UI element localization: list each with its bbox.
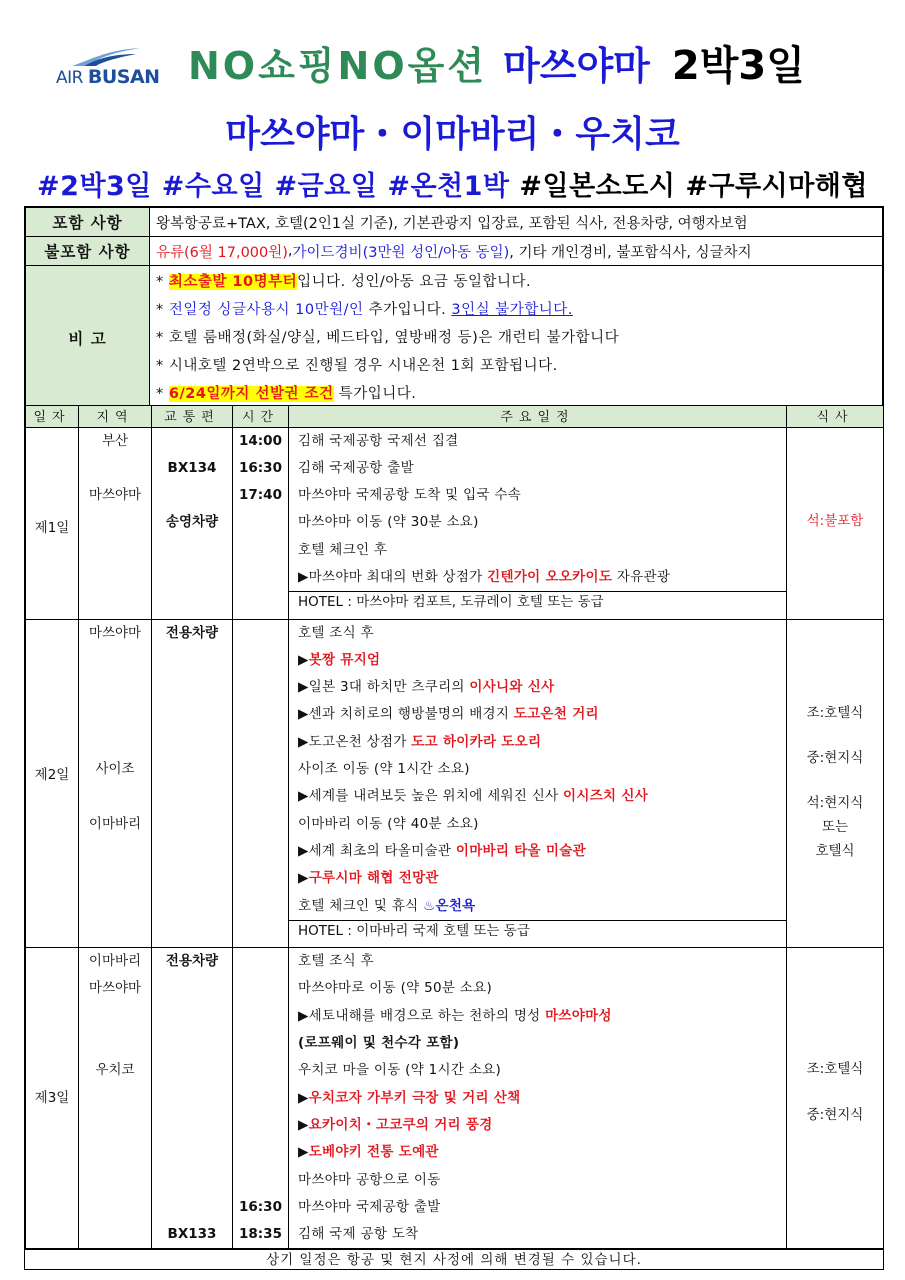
schedule-item: 마쓰야마 국제공항 도착 및 입국 수속 <box>298 487 522 504</box>
schedule-item: ▶요카이치・고코쿠의 거리 풍경 <box>298 1116 493 1133</box>
schedule-item: ▶세계를 내려보듯 높은 위치에 세워진 신사 이시즈치 신사 <box>298 788 649 805</box>
cell-line <box>152 729 232 756</box>
notes-row <box>26 266 882 410</box>
cell-line <box>233 701 288 728</box>
schedule-item: ▶우치코자 가부키 극장 및 거리 산책 <box>298 1089 521 1106</box>
transport-cell <box>152 619 233 948</box>
schedule-item: 마쓰야마 공항으로 이동 <box>298 1171 441 1188</box>
cell-line <box>152 1057 232 1084</box>
bird-logo-icon <box>70 46 142 68</box>
cell-line <box>152 537 232 564</box>
meal-item: 중:현지식 <box>806 750 864 767</box>
time-cell <box>233 948 289 1249</box>
schedule-item: 호텔 조식 후 <box>298 953 374 970</box>
cell-line <box>79 1030 151 1057</box>
schedule-item: 사이조 이동 (약 1시간 소요) <box>298 761 470 778</box>
schedule-cell <box>289 948 787 1249</box>
schedule-item: ▶세계 최초의 타올미술관 이마바리 타올 미술관 <box>298 842 586 859</box>
cell-line <box>233 1030 288 1057</box>
schedule-item: ▶마쓰야마 최대의 번화 상점가 긴텐가이 오오카이도 자유관광 <box>298 568 671 585</box>
note-item: * 전일정 싱글사용시 10만원/인 추가입니다. 3인실 불가합니다. <box>156 302 573 318</box>
schedule-item: ▶구루시마 해협 전망관 <box>298 870 439 887</box>
cell-line <box>152 482 232 509</box>
cell-line <box>233 1003 288 1030</box>
note-item: * 시내호텔 2연박으로 진행될 경우 시내온천 1회 포함됩니다. <box>156 358 558 374</box>
schedule-item: 이마바리 이동 (약 40분 소요) <box>298 815 479 832</box>
time-cell <box>233 427 289 619</box>
cell-line <box>79 783 151 810</box>
schedule-item: 우치코 마을 이동 (약 1시간 소요) <box>298 1062 502 1079</box>
meal-item: 석:현지식 <box>806 795 864 812</box>
cell-line <box>233 1139 288 1166</box>
day-row <box>26 948 884 1249</box>
cell-line <box>233 564 288 591</box>
cell-line <box>233 1057 288 1084</box>
meal-item: 석:불포함 <box>806 513 864 530</box>
region-cell <box>79 948 152 1249</box>
schedule-item: 마쓰야마로 이동 (약 50분 소요) <box>298 980 493 997</box>
cell-line: 송영차량 <box>165 514 219 531</box>
cell-line <box>79 729 151 756</box>
day-cell <box>26 948 79 1249</box>
schedule-item: ▶도고온천 상점가 도고 하이카라 도오리 <box>298 733 542 750</box>
cell-line <box>79 537 151 564</box>
cell-line: 부산 <box>101 432 129 449</box>
schedule-item: 호텔 조식 후 <box>298 624 374 641</box>
cell-line <box>79 455 151 482</box>
cell-line <box>233 674 288 701</box>
day-row <box>26 619 884 948</box>
notes-label: 비 고 <box>26 266 150 410</box>
schedule-item: 김해 국제 공항 도착 <box>298 1226 419 1243</box>
title-destination: 마쓰야마 <box>503 44 650 88</box>
meal-item: 호텔식 <box>815 843 855 860</box>
cell-line <box>152 838 232 865</box>
schedule-table <box>24 405 884 1270</box>
header-meals: 식사 <box>787 406 884 427</box>
cell-line <box>233 920 288 947</box>
cell-line <box>233 647 288 674</box>
cell-line <box>152 1030 232 1057</box>
cell-line: 이마바리 <box>88 953 142 970</box>
cell-line <box>79 591 151 618</box>
cell-line <box>152 1003 232 1030</box>
cell-line <box>79 893 151 920</box>
note-item: * 호텔 룸배정(화실/양실, 베드타입, 옆방배정 등)은 개런티 불가합니다 <box>156 330 620 346</box>
cell-line <box>79 674 151 701</box>
meals-cell <box>787 427 884 619</box>
cell-line <box>233 865 288 892</box>
day-label: 제2일 <box>34 767 70 784</box>
day-cell <box>26 427 79 619</box>
cell-line <box>152 1139 232 1166</box>
schedule-item: 호텔 체크인 및 휴식 ♨온천욕 <box>298 897 476 914</box>
cell-line <box>152 591 232 618</box>
transport-cell <box>152 427 233 619</box>
cell-line <box>152 975 232 1002</box>
schedule-item: (로프웨이 및 천수각 포함) <box>298 1035 460 1052</box>
hotel-info: HOTEL : 마쓰야마 컴포트, 도큐레이 호텔 또는 동급 <box>289 591 786 611</box>
cell-line <box>233 1112 288 1139</box>
cell-line <box>233 1085 288 1112</box>
cell-line <box>233 620 288 647</box>
schedule-item: ▶센과 치히로의 행방불명의 배경지 도고온천 거리 <box>298 706 599 723</box>
cell-line: 마쓰야마 <box>88 487 142 504</box>
cell-line: BX133 <box>167 1226 217 1243</box>
cell-line <box>152 1167 232 1194</box>
meals-cell <box>787 619 884 948</box>
cell-line: 전용차량 <box>165 953 219 970</box>
title-duration: 2박3일 <box>671 43 805 89</box>
time-cell <box>233 619 289 948</box>
header-time: 시간 <box>233 406 289 427</box>
hotel-info: HOTEL : 이마바리 국제 호텔 또는 동급 <box>289 920 786 940</box>
day-row <box>26 427 884 619</box>
cell-line <box>233 948 288 975</box>
excluded-label: 불포함 사항 <box>26 237 150 265</box>
schedule-item: ▶도베야키 전통 도예관 <box>298 1144 439 1161</box>
header-schedule: 주요일정 <box>289 406 787 427</box>
cell-line: 14:00 <box>239 432 282 449</box>
cell-line <box>152 647 232 674</box>
cell-line: 사이조 <box>95 761 135 778</box>
schedule-item: 김해 국제공항 출발 <box>298 459 414 476</box>
cell-line <box>79 1112 151 1139</box>
day-cell <box>26 619 79 948</box>
schedule-cell <box>289 427 787 619</box>
included-value: 왕복항공료+TAX, 호텔(2인1실 기준), 기본관광지 입장료, 포함된 식사, 전용차량, 여행자보험 <box>156 215 748 232</box>
cell-line <box>233 729 288 756</box>
cell-line <box>152 428 232 455</box>
schedule-item: 마쓰야마 이동 (약 30분 소요) <box>298 514 479 531</box>
cell-line <box>152 701 232 728</box>
cell-line: 마쓰야마 <box>88 980 142 997</box>
note-item: * 6/24일까지 선발권 조건 특가입니다. <box>156 386 417 402</box>
cell-line <box>152 756 232 783</box>
page-title <box>188 34 805 94</box>
schedule-item: 김해 국제공항 국제선 집결 <box>298 432 459 449</box>
cell-line <box>79 509 151 536</box>
transport-cell <box>152 948 233 1249</box>
meals-cell <box>787 948 884 1249</box>
cell-line <box>152 1112 232 1139</box>
cell-line <box>79 1221 151 1248</box>
cell-line: 마쓰야마 <box>88 624 142 641</box>
cell-line <box>233 1167 288 1194</box>
cell-line <box>152 1194 232 1221</box>
cell-line: 우치코 <box>95 1062 135 1079</box>
cell-line <box>233 975 288 1002</box>
cell-line <box>152 1085 232 1112</box>
schedule-item: ▶일본 3대 하치만 츠쿠리의 이사니와 신사 <box>298 679 555 696</box>
cell-line <box>233 893 288 920</box>
header-day: 일자 <box>26 406 79 427</box>
notes-list <box>150 266 882 410</box>
cell-line: 16:30 <box>239 459 282 476</box>
cell-line <box>233 838 288 865</box>
excluded-row <box>26 237 882 266</box>
cell-line: 17:40 <box>239 487 282 504</box>
meal-item: 조:호텔식 <box>806 1061 864 1078</box>
cell-line <box>79 838 151 865</box>
cell-line <box>233 537 288 564</box>
cell-line <box>79 1167 151 1194</box>
hashtags: #2박3일 #수요일 #금요일 #온천1박 #일본소도시 #구루시마해협 <box>37 171 868 202</box>
route-subtitle: 마쓰야마・이마바리・우치코 <box>225 114 680 155</box>
meal-item: 또는 <box>821 819 849 836</box>
cell-line <box>79 564 151 591</box>
cell-line: 이마바리 <box>88 815 142 832</box>
disclaimer: 상기 일정은 항공 및 현지 사정에 의해 변경될 수 있습니다. <box>25 1249 883 1269</box>
cell-line <box>79 920 151 947</box>
schedule-item: 마쓰야마 국제공항 출발 <box>298 1198 441 1215</box>
cell-line <box>152 783 232 810</box>
cell-line <box>152 674 232 701</box>
schedule-item: ▶세토내해를 배경으로 하는 천하의 명성 마쓰야마성 <box>298 1007 612 1024</box>
schedule-item: ▶봇짱 뮤지엄 <box>298 651 381 668</box>
cell-line <box>152 893 232 920</box>
included-label: 포함 사항 <box>26 208 150 236</box>
cell-line <box>152 564 232 591</box>
region-cell <box>79 427 152 619</box>
meal-item: 조:호텔식 <box>806 705 864 722</box>
header-transport: 교통편 <box>152 406 233 427</box>
cell-line <box>79 1194 151 1221</box>
cell-line <box>233 756 288 783</box>
meal-item: 중:현지식 <box>806 1107 864 1124</box>
cell-line <box>233 509 288 536</box>
day-label: 제1일 <box>34 520 70 537</box>
logo-text: AIR BUSAN <box>56 66 160 88</box>
cell-line <box>233 591 288 618</box>
cell-line <box>152 865 232 892</box>
cell-line <box>79 701 151 728</box>
header-region: 지역 <box>79 406 152 427</box>
cell-line <box>152 920 232 947</box>
cell-line <box>79 865 151 892</box>
cell-line: 전용차량 <box>165 624 219 641</box>
excluded-value: 유류(6월 17,000원) , 가이드경비(3만원 성인/아동 동일) , 기타 개인경비, 불포함식사, 싱글차지 <box>156 243 752 261</box>
cell-line <box>233 811 288 838</box>
schedule-cell <box>289 619 787 948</box>
info-box <box>24 206 884 412</box>
schedule-item: 호텔 체크인 후 <box>298 541 388 558</box>
title-no-shopping: NO쇼핑NO옵션 <box>188 44 488 88</box>
air-busan-logo <box>56 46 160 90</box>
cell-line <box>233 783 288 810</box>
note-item: * 최소출발 10명부터입니다. 성인/아동 요금 동일합니다. <box>156 274 532 290</box>
cell-line <box>79 1003 151 1030</box>
day-label: 제3일 <box>34 1089 70 1106</box>
cell-line <box>79 647 151 674</box>
cell-line <box>79 1085 151 1112</box>
cell-line <box>152 811 232 838</box>
cell-line: 16:30 <box>239 1198 282 1215</box>
included-row <box>26 208 882 237</box>
cell-line <box>79 1139 151 1166</box>
cell-line: 18:35 <box>239 1226 282 1243</box>
cell-line: BX134 <box>167 459 217 476</box>
region-cell <box>79 619 152 948</box>
